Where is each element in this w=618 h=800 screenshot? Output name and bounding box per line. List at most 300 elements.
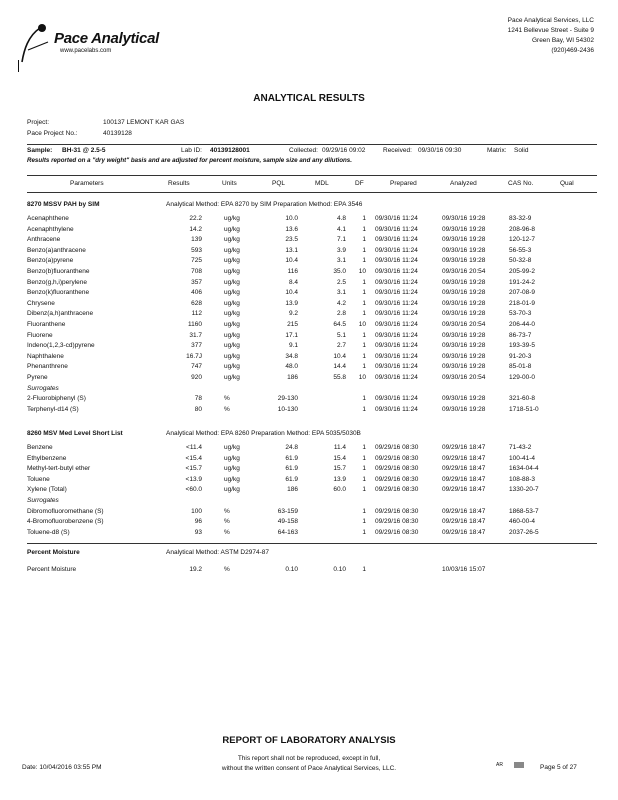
- cell-analyzed: 09/30/16 19:28: [442, 257, 486, 265]
- cell-mdl: 3.1: [336, 257, 346, 265]
- cell-cas-no: 1634-04-4: [509, 465, 539, 473]
- cell-analyzed: 09/30/16 19:28: [442, 278, 486, 286]
- cell-cas-no: 1718-51-0: [509, 405, 539, 413]
- table-row: [0, 395, 618, 404]
- table-row: [0, 455, 618, 464]
- cell-prepared: 09/29/16 08:30: [375, 444, 419, 451]
- company-address: [508, 16, 594, 56]
- cell-cas-no: 2037-26-5: [509, 528, 539, 536]
- cell-prepared: 09/30/16 11:24: [375, 236, 418, 244]
- cell-prepared: 09/29/16 08:30: [375, 528, 419, 536]
- column-header-row: [0, 180, 618, 189]
- cell-unit: ug/kg: [224, 475, 240, 483]
- cell-df: 1: [362, 225, 366, 233]
- cell-parameter: 2-Fluorobiphenyl (S): [27, 395, 86, 403]
- cell-pql: 23.5: [285, 236, 298, 244]
- cell-df: 10: [358, 321, 366, 328]
- section-method: Analytical Method: EPA 8270 by SIM Preparation Method: EPA 3546: [166, 201, 363, 208]
- cell-cas-no: 193-39-5: [509, 342, 536, 350]
- collected-label: Collected:: [289, 147, 318, 154]
- cell-prepared: 09/29/16 08:30: [375, 475, 419, 483]
- cell-pql: 61.9: [285, 465, 298, 473]
- cell-prepared: 09/30/16 11:24: [375, 257, 418, 265]
- cell-mdl: 4.2: [336, 299, 346, 307]
- cell-parameter: Methyl-tert-butyl ether: [27, 465, 91, 473]
- cell-parameter: Terphenyl-d14 (S): [27, 405, 79, 413]
- cell-cas-no: 91-20-3: [509, 352, 532, 360]
- sample-value: BH-31 @ 2.5-5: [62, 147, 106, 154]
- cell-parameter: Percent Moisture: [27, 566, 77, 573]
- cell-cas-no: 218-01-9: [509, 299, 536, 307]
- cell-unit: ug/kg: [224, 246, 240, 254]
- cell-mdl: 11.4: [333, 444, 346, 451]
- table-row: [0, 215, 618, 224]
- cell-unit: ug/kg: [224, 444, 240, 451]
- table-row: [0, 332, 618, 341]
- cell-analyzed: 09/29/16 18:47: [442, 465, 486, 473]
- cell-df: 1: [362, 299, 366, 307]
- cell-unit: %: [224, 507, 230, 515]
- footer-stamp: [514, 762, 524, 768]
- pace-project-label: Pace Project No.:: [27, 130, 78, 137]
- cell-parameter: Benzo(k)fluoranthene: [27, 289, 90, 297]
- cell-result: 406: [191, 289, 202, 297]
- section-name: 8270 MSSV PAH by SIM: [27, 201, 100, 208]
- cell-prepared: 09/30/16 11:24: [375, 331, 418, 339]
- cell-df: 1: [362, 278, 366, 286]
- table-row: [0, 566, 618, 575]
- cell-analyzed: 09/29/16 18:47: [442, 518, 486, 526]
- cell-df: 10: [358, 374, 366, 381]
- cell-cas-no: 1868-53-7: [509, 507, 539, 515]
- cell-unit: ug/kg: [224, 342, 240, 350]
- labid-label: Lab ID:: [181, 147, 202, 154]
- cell-unit: ug/kg: [224, 310, 240, 318]
- cell-unit: ug/kg: [224, 486, 240, 494]
- cell-pql: 10.4: [285, 257, 298, 265]
- cell-df: 1: [362, 257, 366, 265]
- cell-result: <11.4: [186, 444, 202, 451]
- section-header: [0, 430, 618, 439]
- cell-cas-no: 53-70-3: [509, 310, 532, 318]
- col-df: DF: [355, 180, 364, 187]
- cell-analyzed: 09/29/16 18:47: [442, 475, 486, 483]
- cell-pql: 17.1: [285, 331, 298, 339]
- cell-parameter: Chrysene: [27, 299, 55, 307]
- table-row: [0, 236, 618, 245]
- cell-parameter: Surrogates: [27, 497, 59, 504]
- cell-unit: ug/kg: [224, 278, 240, 286]
- cell-cas-no: 85-01-8: [509, 363, 532, 371]
- cell-prepared: 09/30/16 11:24: [375, 405, 418, 413]
- divider: [27, 192, 597, 193]
- table-row: [0, 363, 618, 372]
- cell-mdl: 64.5: [333, 321, 346, 328]
- cell-result: <13.9: [185, 475, 202, 483]
- cell-result: 100: [191, 507, 202, 515]
- cell-parameter: Benzene: [27, 444, 53, 451]
- cell-result: 725: [191, 257, 202, 265]
- section-name: Percent Moisture: [27, 549, 80, 556]
- col-mdl: MDL: [315, 180, 329, 187]
- cell-result: 708: [191, 268, 202, 275]
- cell-analyzed: 09/30/16 19:28: [442, 246, 486, 254]
- cell-unit: ug/kg: [224, 321, 240, 328]
- cell-parameter: Indeno(1,2,3-cd)pyrene: [27, 342, 95, 350]
- cell-parameter: Pyrene: [27, 374, 48, 381]
- table-row: [0, 342, 618, 351]
- company-city: Green Bay, WI 54302: [531, 37, 594, 44]
- cell-df: 1: [362, 352, 366, 360]
- table-row: [0, 518, 618, 527]
- cell-result: <15.7: [185, 465, 202, 473]
- cell-df: 1: [362, 342, 366, 350]
- cell-pql: 186: [287, 486, 298, 494]
- section-method: Analytical Method: EPA 8260 Preparation Method: EPA 5035/5030B: [166, 430, 361, 437]
- cell-df: 1: [362, 528, 366, 536]
- cell-prepared: 09/30/16 11:24: [375, 363, 418, 371]
- cell-cas-no: 83-32-9: [509, 215, 532, 222]
- cell-parameter: Surrogates: [27, 384, 59, 392]
- cell-result: 628: [191, 299, 202, 307]
- cell-cas-no: 86-73-7: [509, 331, 532, 339]
- cell-unit: ug/kg: [224, 215, 240, 222]
- cell-result: 112: [191, 310, 202, 318]
- cell-df: 1: [362, 444, 366, 451]
- logo-text: Pace Analytical: [54, 30, 160, 47]
- cell-prepared: 09/29/16 08:30: [375, 518, 419, 526]
- cell-cas-no: 129-00-0: [509, 374, 536, 381]
- table-row: [0, 476, 618, 485]
- cell-parameter: Toluene-d8 (S): [27, 528, 70, 536]
- cell-parameter: Xylene (Total): [27, 486, 67, 494]
- cell-analyzed: 09/30/16 19:28: [442, 215, 486, 222]
- cell-analyzed: 09/30/16 19:28: [442, 289, 486, 297]
- cell-parameter: Dibenz(a,h)anthracene: [27, 310, 94, 318]
- cell-prepared: 09/30/16 11:24: [375, 278, 418, 286]
- col-pql: PQL: [272, 180, 286, 187]
- received-label: Received:: [383, 147, 412, 154]
- cell-unit: ug/kg: [224, 374, 240, 381]
- cell-result: 93: [194, 528, 202, 536]
- cell-parameter: Ethylbenzene: [27, 454, 67, 462]
- cell-mdl: 13.9: [333, 475, 346, 483]
- table-row: [0, 385, 618, 394]
- footer-date: Date: 10/04/2016 03:55 PM: [22, 764, 102, 771]
- cell-parameter: Acenaphthene: [27, 215, 69, 222]
- cell-pql: 49-158: [277, 518, 298, 526]
- table-row: [0, 321, 618, 330]
- company-street: 1241 Bellevue Street - Suite 9: [507, 27, 594, 34]
- cell-unit: ug/kg: [224, 363, 240, 371]
- cell-df: 1: [362, 566, 366, 573]
- cell-parameter: Benzo(g,h,i)perylene: [27, 278, 87, 286]
- cell-analyzed: 09/30/16 19:28: [442, 236, 486, 244]
- table-row: [0, 444, 618, 453]
- cell-pql: 10.4: [285, 289, 298, 297]
- cell-cas-no: 321-60-8: [509, 395, 536, 403]
- section-method: Analytical Method: ASTM D2974-87: [166, 549, 269, 556]
- cell-prepared: 09/30/16 11:24: [375, 310, 418, 318]
- cell-mdl: 3.1: [336, 289, 346, 297]
- footer-line1: This report shall not be reproduced, except in full,: [237, 755, 381, 762]
- collected-value: 09/29/16 09:02: [322, 147, 366, 154]
- section-header: [0, 549, 618, 558]
- cell-prepared: 09/30/16 11:24: [375, 246, 418, 254]
- cell-df: 1: [362, 405, 366, 413]
- cell-parameter: Anthracene: [27, 236, 61, 244]
- report-note: Results reported on a "dry weight" basis and are adjusted for percent moisture, sample size and any dilutions.: [27, 157, 352, 164]
- cell-unit: ug/kg: [224, 257, 240, 265]
- cell-prepared: 09/30/16 11:24: [375, 215, 418, 222]
- cell-df: 10: [358, 268, 366, 275]
- cell-analyzed: 09/29/16 18:47: [442, 507, 486, 515]
- col-qual: Qual: [560, 180, 574, 187]
- divider: [27, 175, 597, 176]
- cell-parameter: Phenanthrene: [27, 363, 68, 371]
- cell-cas-no: 207-08-9: [509, 289, 536, 297]
- cell-result: 80: [194, 405, 202, 413]
- table-row: [0, 257, 618, 266]
- cell-unit: ug/kg: [224, 465, 240, 473]
- cell-result: <60.0: [185, 486, 202, 494]
- cell-cas-no: 100-41-4: [509, 454, 536, 462]
- cell-df: 1: [362, 486, 366, 494]
- cell-unit: ug/kg: [224, 352, 240, 360]
- cell-result: 31.7: [189, 331, 202, 339]
- cell-analyzed: 09/30/16 19:28: [442, 331, 486, 339]
- col-cas: CAS No.: [508, 180, 534, 187]
- cell-mdl: 14.4: [333, 363, 346, 371]
- table-row: [0, 353, 618, 362]
- table-row: [0, 310, 618, 319]
- cell-result: 16.7J: [186, 352, 202, 360]
- cell-unit: ug/kg: [224, 225, 240, 233]
- cell-cas-no: 1330-20-7: [509, 486, 539, 494]
- cell-df: 1: [362, 215, 366, 222]
- cell-result: 377: [191, 342, 202, 350]
- section-header: [0, 201, 618, 210]
- cell-result: 19.2: [189, 566, 202, 573]
- cell-result: 96: [194, 518, 202, 526]
- cell-pql: 34.8: [285, 352, 298, 360]
- cell-prepared: 09/30/16 11:24: [375, 225, 418, 233]
- cell-pql: 0.10: [285, 566, 298, 573]
- logo-url: www.pacelabs.com: [60, 48, 112, 54]
- matrix-value: Solid: [514, 147, 529, 154]
- footer-mark: AR: [496, 762, 503, 768]
- cell-df: 1: [362, 475, 366, 483]
- cell-result: 1160: [188, 321, 202, 328]
- cell-df: 1: [362, 395, 366, 403]
- cell-prepared: 09/29/16 08:30: [375, 454, 419, 462]
- cell-cas-no: 460-00-4: [509, 518, 536, 526]
- cell-pql: 24.8: [285, 444, 298, 451]
- cell-mdl: 4.8: [336, 215, 346, 222]
- cell-parameter: Benzo(b)fluoranthene: [27, 268, 90, 275]
- cell-mdl: 3.9: [336, 246, 346, 254]
- cell-mdl: 35.0: [333, 268, 346, 275]
- table-row: [0, 486, 618, 495]
- table-row: [0, 300, 618, 309]
- cell-analyzed: 09/30/16 20:54: [442, 268, 486, 275]
- table-row: [0, 279, 618, 288]
- pace-project-value: 40139128: [103, 130, 132, 137]
- cell-pql: 186: [287, 374, 298, 381]
- cell-df: 1: [362, 331, 366, 339]
- table-row: [0, 247, 618, 256]
- cell-pql: 13.1: [285, 246, 298, 254]
- cell-mdl: 60.0: [333, 486, 346, 494]
- cell-unit: ug/kg: [224, 289, 240, 297]
- table-row: [0, 497, 618, 506]
- cell-mdl: 4.1: [336, 225, 346, 233]
- cell-prepared: 09/30/16 11:24: [375, 299, 418, 307]
- cell-prepared: 09/30/16 11:24: [375, 374, 418, 381]
- cell-mdl: 5.1: [336, 331, 346, 339]
- col-analyzed: Analyzed: [450, 180, 477, 187]
- sample-label: Sample:: [27, 147, 53, 154]
- logo-tick: [18, 60, 19, 72]
- table-row: [0, 465, 618, 474]
- cell-unit: %: [224, 566, 230, 573]
- cell-parameter: Toluene: [27, 475, 50, 483]
- section-name: 8260 MSV Med Level Short List: [27, 430, 123, 437]
- cell-pql: 10-130: [277, 405, 298, 413]
- cell-cas-no: 108-88-3: [509, 475, 536, 483]
- pace-logo-icon: [18, 22, 52, 66]
- cell-analyzed: 09/30/16 19:28: [442, 363, 486, 371]
- cell-df: 1: [362, 465, 366, 473]
- table-row: [0, 289, 618, 298]
- cell-mdl: 15.7: [333, 465, 346, 473]
- cell-prepared: 09/30/16 11:24: [375, 342, 418, 350]
- cell-analyzed: 09/29/16 18:47: [442, 444, 486, 451]
- cell-df: 1: [362, 518, 366, 526]
- cell-analyzed: 09/29/16 18:47: [442, 454, 486, 462]
- cell-parameter: Fluorene: [27, 331, 53, 339]
- cell-unit: %: [224, 528, 230, 536]
- cell-pql: 116: [287, 268, 298, 275]
- cell-parameter: Acenaphthylene: [27, 225, 74, 233]
- company-phone: (920)469-2436: [551, 47, 594, 54]
- cell-analyzed: 09/30/16 19:28: [442, 405, 486, 413]
- cell-mdl: 55.8: [333, 374, 346, 381]
- cell-mdl: 2.7: [336, 342, 346, 350]
- company-logo: [14, 18, 160, 70]
- divider: [27, 543, 597, 544]
- cell-df: 1: [362, 454, 366, 462]
- cell-result: 139: [191, 236, 202, 244]
- cell-cas-no: 206-44-0: [509, 321, 536, 328]
- table-row: [0, 508, 618, 517]
- cell-prepared: 09/30/16 11:24: [375, 268, 418, 275]
- cell-prepared: 09/30/16 11:24: [375, 352, 418, 360]
- matrix-label: Matrix:: [487, 147, 507, 154]
- cell-mdl: 0.10: [333, 566, 346, 573]
- cell-parameter: Naphthalene: [27, 352, 64, 360]
- cell-analyzed: 09/29/16 18:47: [442, 486, 486, 494]
- cell-mdl: 10.4: [333, 352, 346, 360]
- page-title: ANALYTICAL RESULTS: [253, 93, 365, 104]
- cell-cas-no: 120-12-7: [509, 236, 536, 244]
- cell-prepared: 09/30/16 11:24: [375, 395, 418, 403]
- cell-cas-no: 208-96-8: [509, 225, 536, 233]
- cell-cas-no: 191-24-2: [509, 278, 536, 286]
- footer-title: REPORT OF LABORATORY ANALYSIS: [222, 735, 396, 746]
- cell-parameter: Benzo(a)anthracene: [27, 246, 86, 254]
- cell-analyzed: 09/30/16 19:28: [442, 352, 486, 360]
- cell-pql: 9.2: [288, 310, 298, 318]
- cell-cas-no: 205-99-2: [509, 268, 536, 275]
- cell-pql: 10.0: [285, 215, 298, 222]
- cell-prepared: 09/29/16 08:30: [375, 507, 419, 515]
- cell-pql: 48.0: [285, 363, 298, 371]
- cell-unit: ug/kg: [224, 454, 240, 462]
- cell-pql: 63-159: [277, 507, 298, 515]
- footer-line2: without the written consent of Pace Analytical Services, LLC.: [221, 765, 397, 772]
- cell-result: <15.4: [185, 454, 202, 462]
- cell-mdl: 2.8: [336, 310, 346, 318]
- cell-df: 1: [362, 363, 366, 371]
- cell-pql: 13.6: [285, 225, 298, 233]
- table-row: [0, 268, 618, 277]
- cell-parameter: Dibromofluoromethane (S): [27, 507, 104, 515]
- cell-analyzed: 09/29/16 18:47: [442, 528, 486, 536]
- cell-analyzed: 09/30/16 19:28: [442, 225, 486, 233]
- received-value: 09/30/16 09:30: [418, 147, 462, 154]
- cell-df: 1: [362, 507, 366, 515]
- cell-result: 747: [191, 363, 202, 371]
- cell-pql: 215: [287, 321, 298, 328]
- cell-parameter: Benzo(a)pyrene: [27, 257, 74, 265]
- cell-analyzed: 09/30/16 19:28: [442, 310, 486, 318]
- cell-unit: %: [224, 518, 230, 526]
- cell-unit: %: [224, 405, 230, 413]
- cell-analyzed: 09/30/16 19:28: [442, 299, 486, 307]
- cell-unit: ug/kg: [224, 299, 240, 307]
- cell-mdl: 2.5: [336, 278, 346, 286]
- table-row: [0, 406, 618, 415]
- cell-prepared: 09/29/16 08:30: [375, 486, 419, 494]
- table-row: [0, 226, 618, 235]
- cell-analyzed: 10/03/16 15:07: [442, 566, 486, 573]
- cell-unit: ug/kg: [224, 236, 240, 244]
- cell-df: 1: [362, 246, 366, 254]
- col-parameters: Parameters: [70, 180, 104, 187]
- cell-pql: 13.9: [285, 299, 298, 307]
- cell-result: 78: [194, 395, 202, 403]
- divider: [27, 144, 597, 145]
- cell-unit: ug/kg: [224, 331, 240, 339]
- table-row: [0, 529, 618, 538]
- cell-unit: ug/kg: [224, 268, 240, 275]
- cell-analyzed: 09/30/16 19:28: [442, 342, 486, 350]
- cell-prepared: 09/29/16 08:30: [375, 465, 419, 473]
- cell-unit: %: [224, 395, 230, 403]
- cell-result: 920: [191, 374, 202, 381]
- cell-prepared: 09/30/16 11:24: [375, 321, 418, 328]
- cell-analyzed: 09/30/16 20:54: [442, 374, 486, 381]
- cell-df: 1: [362, 236, 366, 244]
- table-row: [0, 374, 618, 383]
- col-units: Units: [222, 180, 237, 187]
- cell-analyzed: 09/30/16 20:54: [442, 321, 486, 328]
- cell-result: 22.2: [189, 215, 202, 222]
- col-results: Results: [168, 180, 190, 187]
- labid-value: 40139128001: [210, 147, 250, 154]
- cell-cas-no: 71-43-2: [509, 444, 532, 451]
